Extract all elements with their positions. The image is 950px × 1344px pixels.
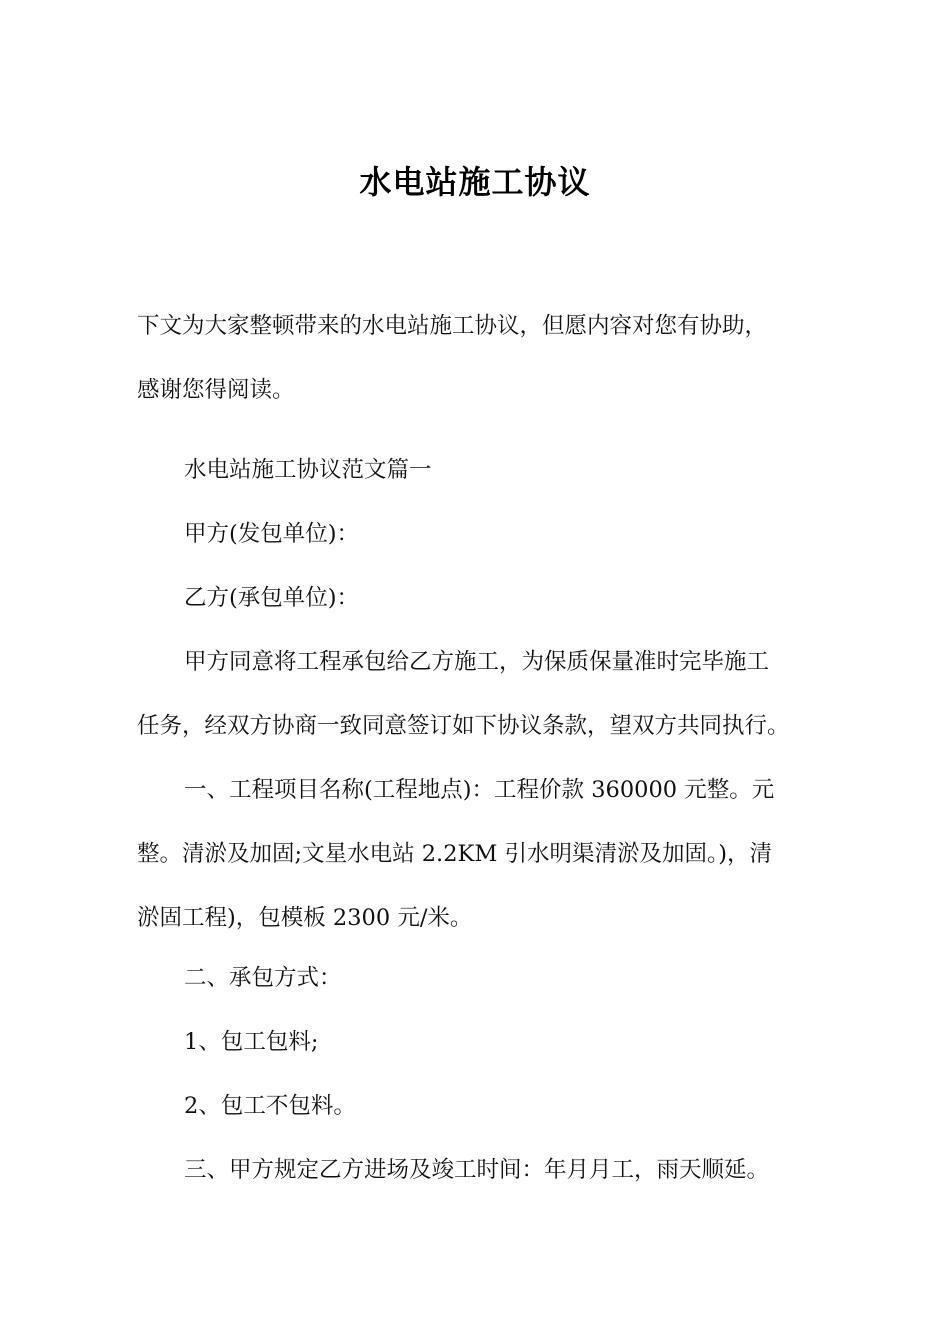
- clause-1-line-3: 淤固工程)，包模板 2300 元/米。: [137, 905, 473, 931]
- clause-2-heading-text: 二、承包方式：: [184, 965, 342, 991]
- clause-3-text: 三、甲方规定乙方进场及竣工时间：年月月工，雨天顺延。: [184, 1157, 770, 1183]
- clause-1-line-1: 一、工程项目名称(工程地点)：工程价款 360000 元整。元: [184, 777, 775, 803]
- clause-3-paragraph: [137, 1138, 827, 1202]
- section-heading: [137, 438, 827, 502]
- agreement-line-2: 任务，经双方协商一致同意签订如下协议条款，望双方共同执行。: [137, 713, 790, 739]
- agreement-paragraph: [137, 630, 827, 758]
- clause-2-item-2-text: 2、包工不包料。: [184, 1093, 356, 1119]
- party-b-line: [137, 566, 827, 630]
- clause-1-line-2: 整。清淤及加固;文星水电站 2.2KM 引水明渠清淤及加固。)，清: [137, 841, 773, 867]
- clause-2-item-2: [137, 1074, 827, 1138]
- party-a-text: 甲方(发包单位)：: [184, 521, 360, 547]
- document-title: 水电站施工协议: [359, 163, 591, 201]
- party-a-line: [137, 502, 827, 566]
- clause-2-item-1: [137, 1010, 827, 1074]
- agreement-line-1: 甲方同意将工程承包给乙方施工，为保质保量准时完毕施工: [184, 649, 770, 675]
- clause-2-item-1-text: 1、包工包料;: [184, 1029, 319, 1055]
- clause-1-paragraph: [137, 758, 827, 950]
- intro-paragraph: [137, 294, 827, 422]
- section-heading-text: 水电站施工协议范文篇一: [184, 457, 432, 483]
- intro-line-2: 感谢您得阅读。: [137, 377, 295, 403]
- intro-line-1: 下文为大家整顿带来的水电站施工协议，但愿内容对您有协助，: [137, 313, 768, 339]
- clause-2-heading: [137, 946, 827, 1010]
- party-b-text: 乙方(承包单位)：: [184, 585, 360, 611]
